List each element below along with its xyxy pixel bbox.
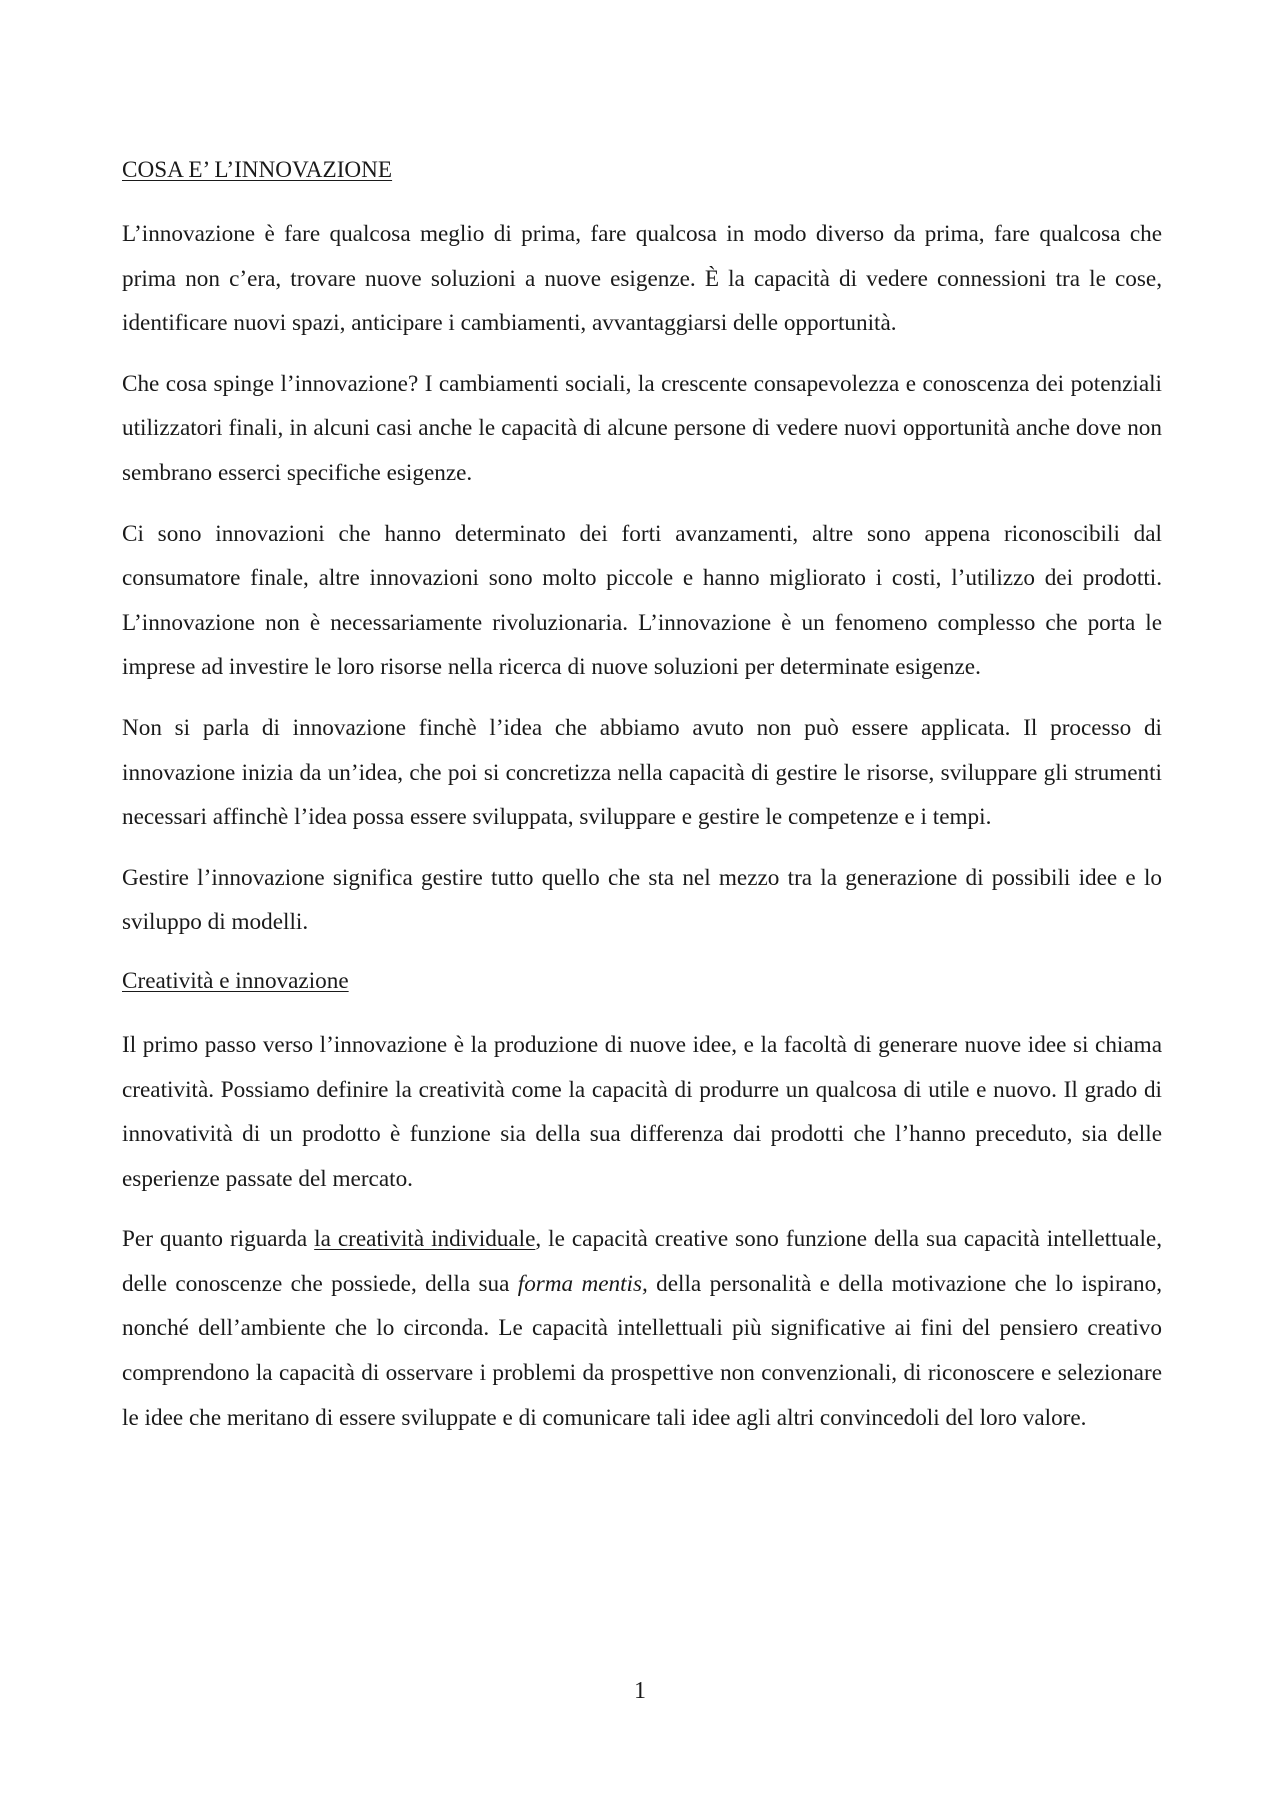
- paragraph-definition: L’innovazione è fare qualcosa meglio di prima, fare qualcosa in modo diverso da prima, fare qualcosa che prima non c’era, trovare nuove soluzioni a nuove esigenze. È la capacità di vedere connessioni tra le cose, identificare nuovi spazi, anticipare i cambiamenti, avvantaggiarsi delle opportunità.: [122, 221, 1162, 337]
- individual-creativity-underlined: la creatività individuale: [314, 1226, 536, 1253]
- page-content: [122, 150, 1162, 1456]
- section-subheading: Creatività e innovazione: [122, 967, 349, 994]
- paragraph-drivers: Che cosa spinge l’innovazione? I cambiamenti sociali, la crescente consapevolezza e conoscenza dei potenziali utilizzatori finali, in alcuni casi anche le capacità di alcune persone di vedere nuovi opportunità anche dove non sembrano esserci specifiche esigenze.: [122, 370, 1162, 486]
- paragraph-creativity: Il primo passo verso l’innovazione è la produzione di nuove idee, e la facoltà di generare nuove idee si chiama creatività. Possiamo definire la creatività come la capacità di produrre un qualcosa di utile e nuovo. Il grado di innovatività di un prodotto è funzione sia della sua differenza dai prodotti che l’hanno preceduto, sia delle esperienze passate del mercato.: [122, 1031, 1162, 1192]
- forma-mentis-italic: forma mentis,: [517, 1270, 648, 1297]
- paragraph-management: Gestire l’innovazione significa gestire tutto quello che sta nel mezzo tra la generazione di possibili idee e lo sviluppo di modelli.: [122, 864, 1162, 936]
- paragraph-individual-part1: Per quanto riguarda: [122, 1226, 315, 1253]
- paragraph-individual-part3: della personalità e della motivazione che lo ispirano, nonché dell’ambiente che lo circonda. Le capacità intellettuali più significative ai fini del pensiero creativo comprendono la capacità di osservare i problemi da prospettive non convenzionali, di riconoscere e selezionare le idee che meritano di essere sviluppate e di comunicare tali idee agli altri convincedoli del loro valore.: [122, 1270, 1162, 1431]
- paragraph-individual-part2: , le capacità creative sono funzione della sua capacità intellettuale, delle conoscenze che possiede, della sua: [122, 1226, 1162, 1297]
- paragraph-types: Ci sono innovazioni che hanno determinato dei forti avanzamenti, altre sono appena riconoscibili dal consumatore finale, altre innovazioni sono molto piccole e hanno migliorato i costi, l’utilizzo dei prodotti. L’innovazione non è necessariamente rivoluzionaria. L’innovazione è un fenomeno complesso che porta le imprese ad investire le loro risorse nella ricerca di nuove soluzioni per determinate esigenze.: [122, 520, 1162, 681]
- paragraph-individual-creativity: [122, 1217, 1162, 1440]
- document-title: COSA E’ L’INNOVAZIONE: [122, 157, 393, 183]
- page-number: 1: [634, 1678, 646, 1704]
- paragraph-process: Non si parla di innovazione finchè l’idea che abbiamo avuto non può essere applicata. Il processo di innovazione inizia da un’idea, che poi si concretizza nella capacità di gestire le risorse, sviluppare gli strumenti necessari affinchè l’idea possa essere sviluppata, sviluppare e gestire le competenze e i tempi.: [122, 714, 1162, 831]
